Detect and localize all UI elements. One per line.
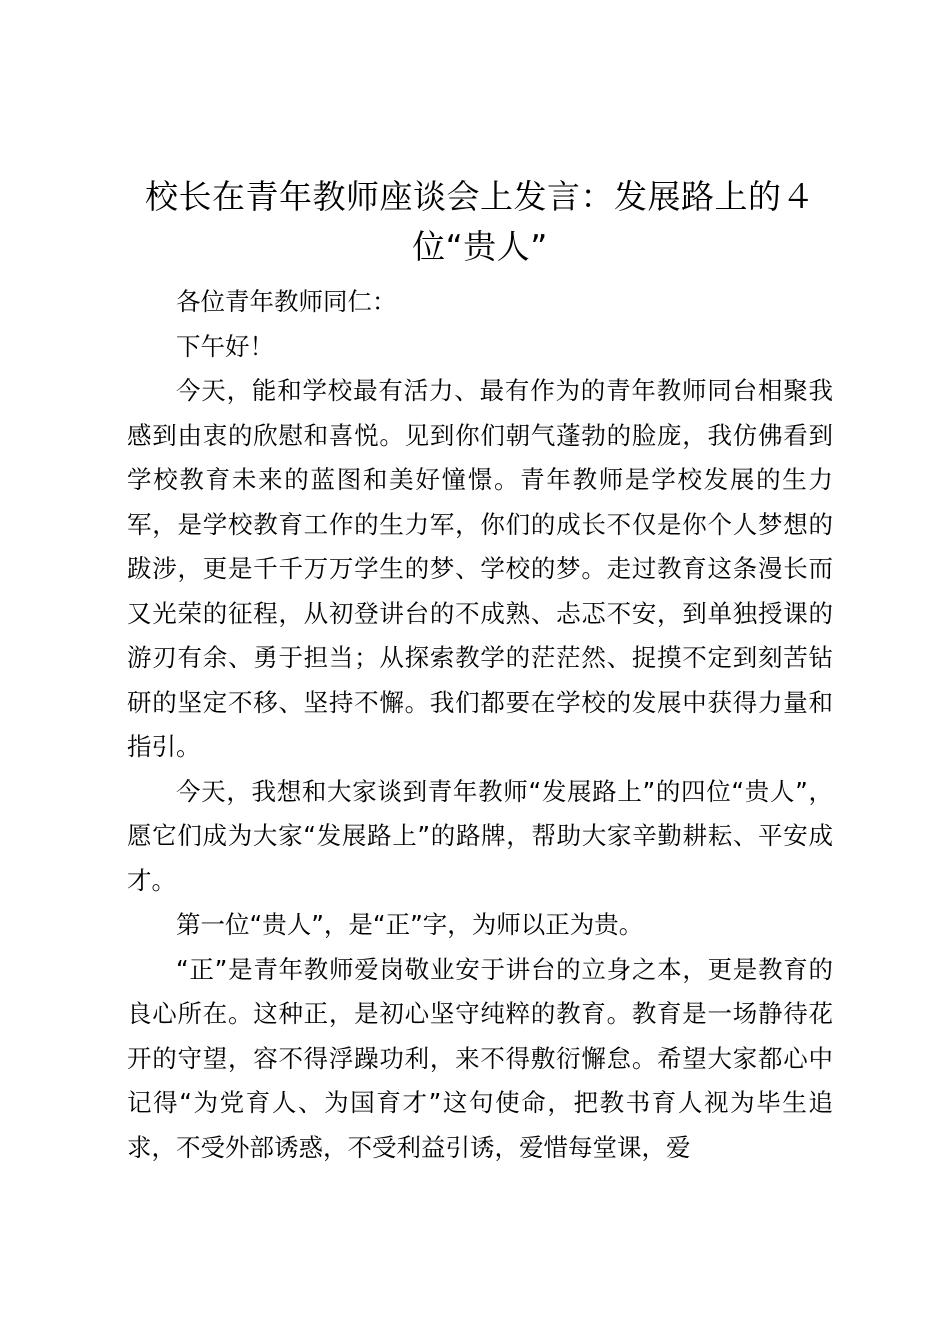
document-body [127,280,833,1170]
paragraph-greeting: 各位青年教师同仁： [176,287,397,316]
paragraph-first-body: “正”是青年教师爱岗敬业安于讲台的立身之本，更是教育的良心所在。这种正，是初心坚守纯粹的教育。教育是一场静待花开的守望，容不得浮躁功利，来不得敷衍懈怠。希望大家都心中记得“为党育人、为国育才”这句使命，把教书育人视为毕生追求，不受外部诱惑，不受利益引诱，爱惜每堂课，爱 [127,954,833,1162]
document-page [127,172,833,1170]
document-title: 校长在青年教师座谈会上发言：发展路上的４位“贵人” [145,177,815,266]
paragraph-topic: 今天，我想和大家谈到青年教师“发展路上”的四位“贵人”，愿它们成为大家“发展路上”的路牌，帮助大家辛勤耕耘、平安成才。 [127,776,833,895]
paragraph-salutation: 下午好！ [176,331,274,361]
paragraph-intro: 今天，能和学校最有活力、最有作为的青年教师同台相聚我感到由衷的欣慰和喜悦。见到你们朝气蓬勃的脸庞，我仿佛看到学校教育未来的蓝图和美好憧憬。青年教师是学校发展的生力军，是学校教育工作的生力军，你们的成长不仅是你个人梦想的跋涉，更是千千万万学生的梦、学校的梦。走过教育这条漫长而又光荣的征程，从初登讲台的不成熟、忐忑不安，到单独授课的游刃有余、勇于担当；从探索教学的茫茫然、捉摸不定到刻苦钻研的坚定不移、坚持不懈。我们都要在学校的发展中获得力量和指引。 [127,376,833,761]
paragraph-first-heading: 第一位“贵人”，是“正”字，为师以正为贵。 [176,910,644,939]
